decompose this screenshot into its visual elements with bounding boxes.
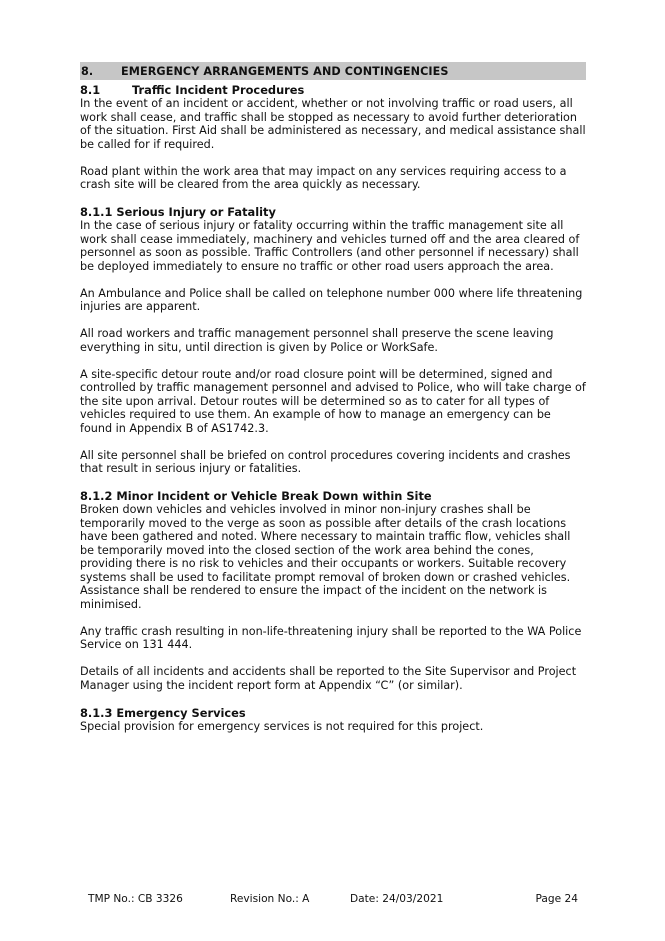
footer-revision: Revision No.: A (230, 893, 310, 905)
paragraph: A site-specific detour route and/or road closure point will be determined, signed and controlled by traffic management personnel and advised to Police, who will take charge of the site upon arrival. Detour routes will be determined so as to cater for all types of vehicles required to use them. An example of how to manage an emergency can be found in Appendix B of AS1742.3. (80, 367, 586, 435)
subsection-heading-8-1-1: 8.1.1 Serious Injury or Fatality (80, 205, 276, 219)
section-number: 8. (81, 64, 94, 78)
paragraph: Road plant within the work area that may impact on any services requiring access to a crash site will be cleared from the area quickly as necessary. (80, 164, 567, 191)
document-body (80, 62, 586, 733)
footer-tmp-number: TMP No.: CB 3326 (88, 893, 183, 905)
subsection-heading-8-1 (80, 83, 586, 97)
paragraph: Any traffic crash resulting in non-life-threatening injury shall be reported to the WA Police Service on 131 444. (80, 624, 582, 651)
paragraph: An Ambulance and Police shall be called on telephone number 000 where life threatening injuries are apparent. (80, 286, 583, 313)
subsection-heading-8-1-2: 8.1.2 Minor Incident or Vehicle Break Down within Site (80, 489, 432, 503)
subsection-number: 8.1 (80, 83, 101, 97)
section-title: EMERGENCY ARRANGEMENTS AND CONTINGENCIES (121, 64, 449, 78)
footer-page-number: Page 24 (535, 893, 578, 905)
paragraph: In the case of serious injury or fatality occurring within the traffic management site all work shall cease immediately, machinery and vehicles turned off and the area cleared of personnel as soon as possible. Traffic Controllers (and other personnel if necessary) shall be deployed immediately to ensure no traffic or other road users approach the area. (80, 219, 580, 273)
paragraph: In the event of an incident or accident, whether or not involving traffic or road users, all work shall cease, and traffic shall be stopped as necessary to avoid further deterioration of the situation. First Aid shall be administered as necessary, and medical assistance shall be called for if required. (80, 97, 586, 151)
paragraph: Broken down vehicles and vehicles involved in minor non-injury crashes shall be temporarily moved to the verge as soon as possible after details of the crash locations have been gathered and noted. Where necessary to maintain traffic flow, vehicles shall be temporarily moved into the closed section of the work area behind the cones, providing there is no risk to vehicles and their occupants or workers. Suitable recovery systems shall be used to facilitate prompt removal of broken down or crashed vehicles. Assistance shall be rendered to ensure the impact of the incident on the network is minimised. (80, 503, 571, 611)
section-heading-bar (80, 62, 586, 80)
paragraph: All site personnel shall be briefed on control procedures covering incidents and crashes that result in serious injury or fatalities. (80, 448, 571, 475)
paragraph: All road workers and traffic management personnel shall preserve the scene leaving everything in situ, until direction is given by Police or WorkSafe. (80, 327, 554, 354)
paragraph: Special provision for emergency services is not required for this project. (80, 719, 484, 733)
subsection-title: Traffic Incident Procedures (132, 83, 305, 97)
paragraph: Details of all incidents and accidents shall be reported to the Site Supervisor and Project Manager using the incident report form at Appendix “C” (or similar). (80, 665, 577, 692)
footer-date: Date: 24/03/2021 (350, 893, 444, 905)
subsection-heading-8-1-3: 8.1.3 Emergency Services (80, 705, 246, 720)
